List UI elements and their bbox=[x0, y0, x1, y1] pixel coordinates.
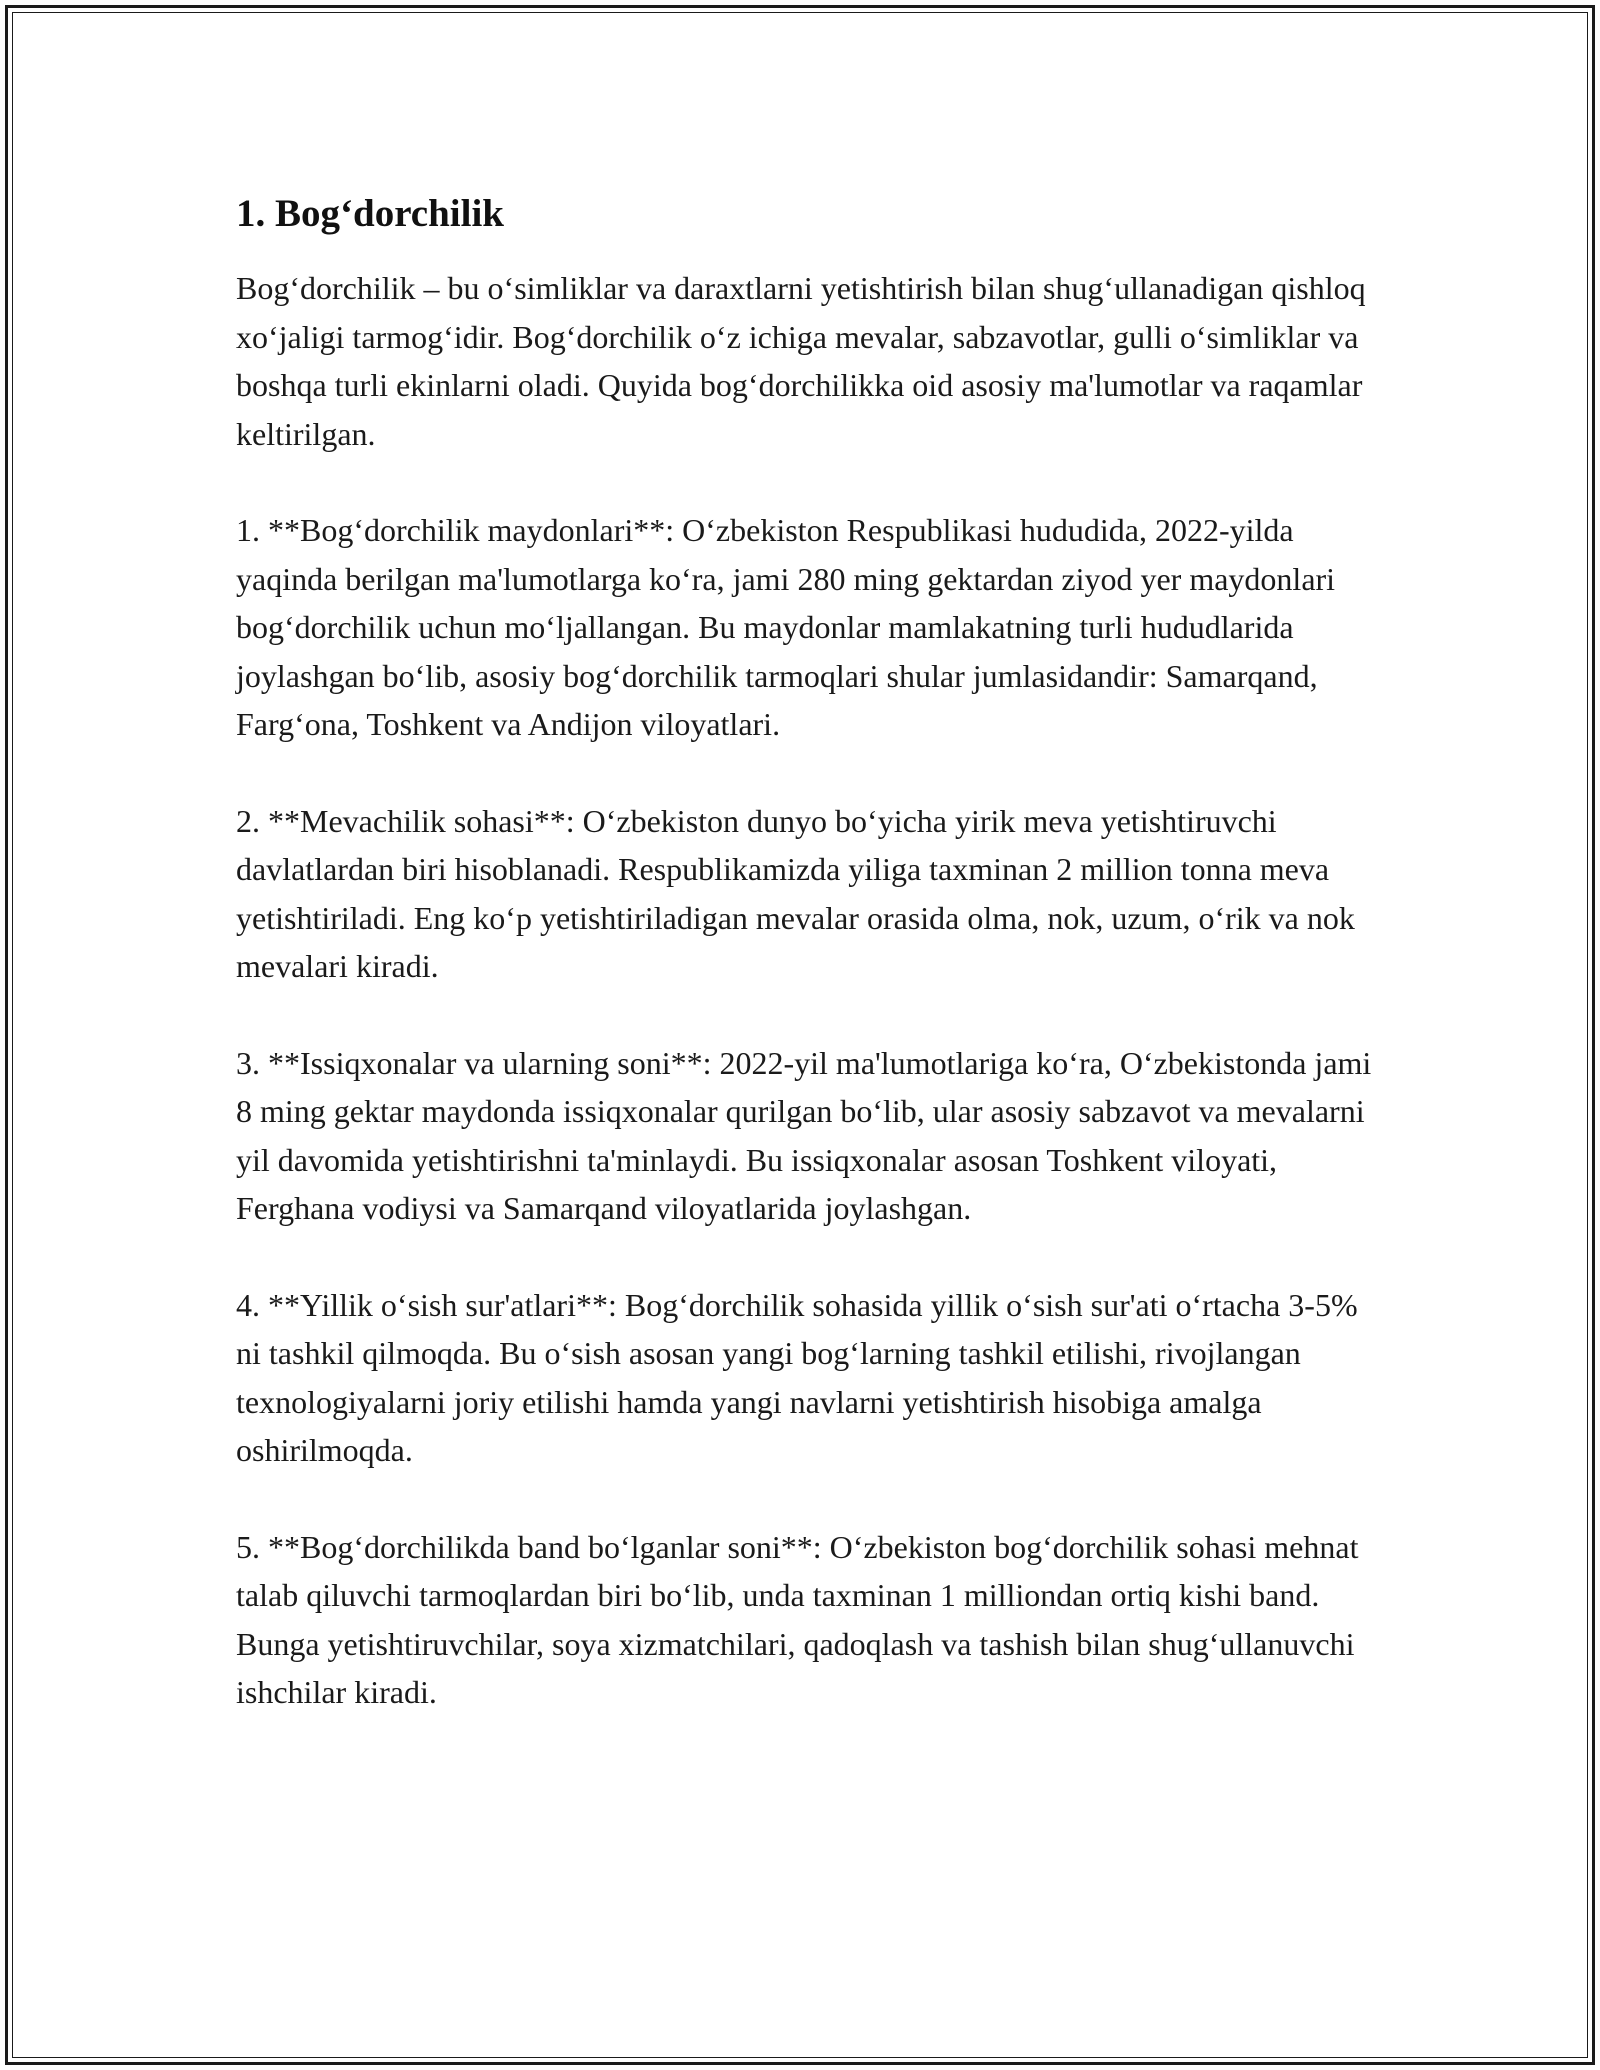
paragraph-garden-areas: 1. **Bog‘dorchilik maydonlari**: O‘zbekiston Respublikasi hududida, 2022-yilda yaqinda berilgan ma'lumotlarga ko‘ra, jami 280 ming gektardan ziyod yer maydonlari bog‘dorchilik uchun mo‘ljallangan. Bu maydonlar mamlakatning turli hududlarida joylashgan bo‘lib, asosiy bog‘dorchilik tarmoqlari shular jumlasidandir: Samarqand, Farg‘ona, Toshkent va Andijon viloyatlari. bbox=[236, 512, 1336, 742]
paragraph-greenhouses: 3. **Issiqxonalar va ularning soni**: 2022-yil ma'lumotlariga ko‘ra, O‘zbekistonda jami 8 ming gektar maydonda issiqxonalar qurilgan bo‘lib, ular asosiy sabzavot va mevalarni yil davomida yetishtirishni ta'minlaydi. Bu issiqxonalar asosan Toshkent viloyati, Ferghana vodiysi va Samarqand viloyatlarida joylashgan. bbox=[236, 1044, 1372, 1226]
intro-paragraph: Bog‘dorchilik – bu o‘simliklar va daraxtlarni yetishtirish bilan shug‘ullanadigan qishloq xo‘jaligi tarmog‘idir. Bog‘dorchilik o‘z ichiga mevalar, sabzavotlar, gulli o‘simliklar va boshqa turli ekinlarni oladi. Quyida bog‘dorchilikka oid asosiy ma'lumotlar va raqamlar keltirilgan. bbox=[236, 270, 1366, 452]
paragraph-employment: 5. **Bog‘dorchilikda band bo‘lganlar soni**: O‘zbekiston bog‘dorchilik sohasi mehnat talab qiluvchi tarmoqlardan biri bo‘lib, unda taxminan 1 milliondan ortiq kishi band. Bunga yetishtiruvchilar, soya xizmatchilari, qadoqlash va tashish bilan shug‘ullanuvchi ishchilar kiradi. bbox=[236, 1528, 1359, 1710]
paragraph-annual-growth: 4. **Yillik o‘sish sur'atlari**: Bog‘dorchilik sohasida yillik o‘sish sur'ati o‘rtacha 3-5% ni tashkil qilmoqda. Bu o‘sish asosan yangi bog‘larning tashkil etilishi, rivojlangan texnologiyalarni joriy etilishi hamda yangi navlarni yetishtirish hisobiga amalga oshirilmoqda. bbox=[236, 1286, 1358, 1468]
document-body bbox=[236, 186, 1376, 1765]
paragraph-fruit-growing: 2. **Mevachilik sohasi**: O‘zbekiston dunyo bo‘yicha yirik meva yetishtiruvchi davlatlardan biri hisoblanadi. Respublikamizda yiliga taxminan 2 million tonna meva yetishtiriladi. Eng ko‘p yetishtiriladigan mevalar orasida olma, nok, uzum, o‘rik va nok mevalari kiradi. bbox=[236, 802, 1355, 984]
section-title: 1. Bog‘dorchilik bbox=[236, 192, 504, 235]
